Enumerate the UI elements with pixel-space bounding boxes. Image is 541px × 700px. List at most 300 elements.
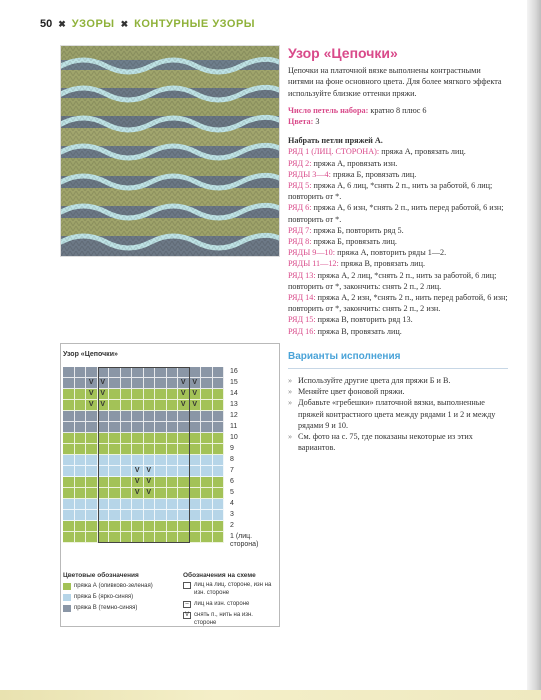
chart-cell [144, 510, 156, 521]
chart-cell [155, 389, 167, 400]
chart-cell [75, 466, 87, 477]
chart-cell [178, 367, 190, 378]
variants-list [288, 375, 508, 453]
chart-cell [144, 411, 156, 422]
chart-cell [167, 367, 179, 378]
empty-square-icon [183, 582, 191, 589]
chart-cell [98, 477, 110, 488]
knitted-swatch-image [61, 46, 279, 256]
symbol-legend-slip [183, 612, 273, 627]
chart-cell [109, 488, 121, 499]
row-number: 16 [230, 368, 238, 375]
chart-cell [155, 510, 167, 521]
chart-cell [98, 367, 110, 378]
row-number: 8 [230, 456, 234, 463]
chart-cell [63, 400, 75, 411]
chart-cell [86, 433, 98, 444]
chart-cell [121, 477, 133, 488]
chart-cell [178, 444, 190, 455]
variant-item: » См. фото на с. 75, где показаны некоторые из этих вариантов. [288, 431, 508, 453]
chart-cell [75, 477, 87, 488]
chart-cell [132, 389, 144, 400]
swatch-photo [60, 45, 280, 257]
chart-cell [190, 532, 202, 543]
chart-cell [86, 455, 98, 466]
pattern-intro: Цепочки на платочной вязке выполнены контрастными нитями на фоне основного цвета. Для более мягкого эффекта используйте близкие оттенки пряжи. [288, 66, 502, 98]
chart-cell [201, 389, 213, 400]
chart-cell [201, 411, 213, 422]
chart-cell [167, 455, 179, 466]
chart-cell [98, 444, 110, 455]
chart-cell [121, 444, 133, 455]
row-text: пряжа А, 2 изн, *снять 2 п., нить перед работой, 6 изн; повторить от *, закончить: снять 2 п., 2 изн. [288, 293, 508, 314]
chart-cell [75, 367, 87, 378]
chart-cell [109, 433, 121, 444]
chart-cell [201, 477, 213, 488]
chart-cell [132, 444, 144, 455]
chart-cell [75, 411, 87, 422]
row-label: РЯД 8: [288, 237, 312, 247]
chart-cell [63, 422, 75, 433]
slip-stitch-cell: V [86, 389, 98, 400]
separator-icon: ✖ [58, 18, 66, 29]
chart-cell [75, 532, 87, 543]
chart-cell [109, 389, 121, 400]
row-text: пряжа Б, повторить ряд 5. [311, 225, 404, 235]
chart-cell [178, 422, 190, 433]
chart-cell [190, 477, 202, 488]
chart-cell [155, 488, 167, 499]
row-instructions [288, 146, 508, 336]
row-text: пряжа А, провязать изн. [311, 158, 398, 168]
slip-stitch-cell: V [86, 400, 98, 411]
slip-stitch-cell: V [144, 466, 156, 477]
chart-cell [213, 367, 225, 378]
chart-cell [132, 411, 144, 422]
row-label: РЯДЫ 9—10: [288, 248, 336, 258]
chart-cell [109, 367, 121, 378]
row-label: РЯД 15: [288, 315, 316, 325]
subsection-title: КОНТУРНЫЕ УЗОРЫ [134, 18, 256, 30]
row-label: РЯДЫ 3—4: [288, 169, 331, 179]
chart-cell [132, 422, 144, 433]
row-number: 1 (лиц. сторона) [230, 533, 259, 548]
slip-stitch-cell: V [132, 488, 144, 499]
chart-cell [132, 521, 144, 532]
chart-cell [121, 411, 133, 422]
row-number: 10 [230, 434, 238, 441]
row-label: РЯДЫ 11—12: [288, 259, 339, 269]
chart-cell [63, 532, 75, 543]
color-legend-label: пряжа В (темно-синяя) [74, 605, 138, 611]
chart-cell [75, 444, 87, 455]
chart-cell [121, 378, 133, 389]
chart-cell [178, 510, 190, 521]
chart-cell [98, 488, 110, 499]
chart-cell [98, 532, 110, 543]
row-instruction [288, 270, 508, 292]
chart-cell [213, 510, 225, 521]
row-label: РЯД 2: [288, 158, 312, 168]
row-text: пряжа В, провязать лиц. [315, 326, 402, 336]
row-text: пряжа А, провязать лиц. [379, 147, 466, 157]
chart-cell [190, 499, 202, 510]
chart-cell [190, 510, 202, 521]
chart-cell [109, 400, 121, 411]
slip-stitch-cell: V [98, 378, 110, 389]
chart-cell [201, 510, 213, 521]
chart-title: Узор «Цепочки» [63, 351, 118, 358]
symbol-legend-label: лиц на изн. стороне [194, 601, 250, 607]
chart-cell [167, 499, 179, 510]
chart-cell [63, 411, 75, 422]
chart-cell [213, 433, 225, 444]
slip-stitch-cell: V [178, 389, 190, 400]
chart-cell [167, 466, 179, 477]
chart-cell [190, 521, 202, 532]
chart-cell [144, 455, 156, 466]
chart-cell [121, 466, 133, 477]
chart-cell [75, 455, 87, 466]
chart-cell [201, 455, 213, 466]
chart-cell [109, 532, 121, 543]
row-text: пряжа Б, провязать лиц. [311, 237, 397, 247]
color-swatch [63, 594, 71, 601]
chart-cell [75, 389, 87, 400]
chart-cell [86, 499, 98, 510]
chart-cell [63, 455, 75, 466]
row-number: 14 [230, 390, 238, 397]
colors-count-label: Цвета: [288, 117, 314, 127]
row-instruction [288, 326, 508, 337]
cast-on-instruction: Набрать петли пряжей А. [288, 136, 383, 146]
dash-square-icon: – [183, 601, 191, 608]
slip-stitch-cell: V [178, 400, 190, 411]
slip-stitch-cell: V [98, 389, 110, 400]
chart-cell [178, 433, 190, 444]
chart-cell [213, 389, 225, 400]
chart-cell [213, 422, 225, 433]
color-legend-a [63, 583, 173, 591]
chart-cell [121, 488, 133, 499]
chart-cell [63, 488, 75, 499]
chart-cell [121, 400, 133, 411]
slip-stitch-cell: V [98, 400, 110, 411]
chart-cell [109, 422, 121, 433]
chart-cell [86, 411, 98, 422]
row-number: 5 [230, 489, 234, 496]
chart-cell [109, 455, 121, 466]
colors-count-value: 3 [313, 117, 320, 127]
chart-cell [121, 422, 133, 433]
row-instruction [288, 180, 508, 202]
chart-cell [155, 455, 167, 466]
chart-cell [201, 499, 213, 510]
chart-cell [190, 444, 202, 455]
chart-cell [201, 488, 213, 499]
chart-cell [167, 378, 179, 389]
chart-cell [201, 433, 213, 444]
row-number: 13 [230, 401, 238, 408]
chart-cell [86, 444, 98, 455]
chart-cell [98, 499, 110, 510]
row-instruction [288, 236, 508, 247]
row-number: 12 [230, 412, 238, 419]
chart-cell [178, 488, 190, 499]
symbol-legend-label: лиц на лиц. стороне, изн на изн. стороне [194, 582, 272, 596]
chart-cell [132, 400, 144, 411]
chart-cell [213, 488, 225, 499]
stitch-count [288, 105, 508, 116]
chart-cell [201, 466, 213, 477]
chart-cell [155, 499, 167, 510]
chart-cell [121, 455, 133, 466]
chart-cell [98, 411, 110, 422]
chart-cell [155, 444, 167, 455]
page-number: 50 [40, 18, 53, 30]
chart-cell [178, 532, 190, 543]
chart-cell [201, 400, 213, 411]
row-instruction [288, 314, 508, 325]
chart-cell [86, 488, 98, 499]
row-text: пряжа А, 6 изн, *снять 2 п., нить перед работой, 6 изн; повторить от *. [288, 203, 504, 224]
row-instruction [288, 158, 508, 169]
row-label: РЯД 13: [288, 270, 316, 280]
chart-cell [213, 477, 225, 488]
chart-cell [213, 411, 225, 422]
chart-cell [201, 521, 213, 532]
row-text: пряжа А, 6 лиц, *снять 2 п., нить за работой, 6 лиц; повторить от *. [288, 181, 493, 202]
chart-cell [121, 433, 133, 444]
chart-cell [167, 521, 179, 532]
chart-cell [167, 400, 179, 411]
color-swatch [63, 583, 71, 590]
chart-cell [132, 433, 144, 444]
chart-cell [144, 389, 156, 400]
chart-cell [121, 367, 133, 378]
chart-cell [213, 499, 225, 510]
chart-cell [201, 367, 213, 378]
color-legend-c [63, 605, 173, 613]
variant-item: » Используйте другие цвета для пряжи Б и В. [288, 375, 508, 386]
stitch-count-label: Число петель набора: [288, 105, 369, 115]
chart-cell [86, 521, 98, 532]
row-instruction [288, 146, 508, 157]
chart-cell [155, 422, 167, 433]
chart-cell [132, 367, 144, 378]
chart-cell [201, 532, 213, 543]
chart-cell [109, 499, 121, 510]
chart-cell [155, 532, 167, 543]
symbol-legend-knit [183, 582, 273, 597]
chart-cell [75, 488, 87, 499]
color-legend-title: Цветовые обозначения [63, 572, 139, 579]
chart-cell [98, 433, 110, 444]
variants-title: Варианты исполнения [288, 350, 401, 362]
chart-cell [190, 411, 202, 422]
chart-cell [63, 466, 75, 477]
slip-stitch-cell: V [86, 378, 98, 389]
chart-cell [132, 510, 144, 521]
page-header [40, 18, 255, 30]
chart-cell [144, 532, 156, 543]
row-number: 2 [230, 522, 234, 529]
chart-cell [144, 367, 156, 378]
chart-cell [75, 422, 87, 433]
chart-cell [178, 466, 190, 477]
chart-cell [63, 499, 75, 510]
chart-cell [213, 532, 225, 543]
row-text: пряжа А, повторить ряды 1—2. [335, 248, 447, 258]
chart-cell [213, 444, 225, 455]
row-label: РЯД 7: [288, 225, 312, 235]
chart-cell [155, 466, 167, 477]
chart-cell [213, 378, 225, 389]
chart-cell [144, 444, 156, 455]
chart-cell [86, 477, 98, 488]
chart-cell [167, 488, 179, 499]
row-instruction [288, 169, 508, 180]
slip-stitch-cell: V [144, 488, 156, 499]
chart-cell [132, 378, 144, 389]
row-instruction [288, 292, 508, 314]
row-number: 4 [230, 500, 234, 507]
chart-cell [201, 378, 213, 389]
row-text: пряжа А, 2 лиц, *снять 2 п., нить за работой, 6 лиц; повторить от *, закончить: снять 2 п., 2 лиц. [288, 270, 497, 291]
row-number: 7 [230, 467, 234, 474]
chart-cell [132, 455, 144, 466]
chart-cell [213, 400, 225, 411]
chart-cell [121, 510, 133, 521]
symbol-legend-title: Обозначения на схеме [183, 572, 256, 579]
slip-stitch-cell: V [190, 389, 202, 400]
chart-cell [144, 378, 156, 389]
row-number: 15 [230, 379, 238, 386]
chart-cell [144, 422, 156, 433]
chart-cell [132, 532, 144, 543]
chart-cell [86, 532, 98, 543]
chart-cell [98, 521, 110, 532]
section-title: УЗОРЫ [71, 18, 115, 30]
chart-cell [109, 378, 121, 389]
chart-cell [213, 455, 225, 466]
slip-stitch-cell: V [132, 477, 144, 488]
chart-cell [63, 378, 75, 389]
chart-cell [190, 367, 202, 378]
color-legend-label: пряжа Б (ярко-синяя) [74, 594, 134, 600]
row-label: РЯД 5: [288, 181, 312, 191]
chart-cell [98, 455, 110, 466]
chart-cell [178, 521, 190, 532]
chart-cell [190, 433, 202, 444]
colors-count [288, 116, 508, 127]
chart-cell [109, 521, 121, 532]
chart-cell [178, 411, 190, 422]
row-text: пряжа В, провязать лиц. [338, 259, 425, 269]
chart-cell [98, 466, 110, 477]
row-text: пряжа Б, провязать лиц. [330, 169, 417, 179]
chart-cell [167, 444, 179, 455]
chart-cell [190, 455, 202, 466]
slip-stitch-cell: V [132, 466, 144, 477]
chart-cell [121, 521, 133, 532]
chart-cell [213, 521, 225, 532]
variant-item: » Добавьте «гребешки» платочной вязки, выполненные пряжей контрастного цвета между рядами 1 и 2 и между рядами 9 и 10. [288, 397, 508, 431]
row-number: 9 [230, 445, 234, 452]
variants-divider [288, 368, 508, 369]
pattern-title: Узор «Цепочки» [288, 45, 398, 61]
chart-cell [63, 477, 75, 488]
chart-cell [167, 389, 179, 400]
chart-cell [75, 521, 87, 532]
chart-cell [63, 444, 75, 455]
chart-cell [98, 510, 110, 521]
chart-cell [167, 411, 179, 422]
chart-cell [75, 499, 87, 510]
row-instruction [288, 258, 508, 269]
slip-stitch-cell: V [190, 400, 202, 411]
row-number: 3 [230, 511, 234, 518]
stitch-count-value: кратно 8 плюс 6 [368, 105, 427, 115]
chart-cell [86, 466, 98, 477]
pattern-description [288, 45, 508, 454]
chart-cell [167, 477, 179, 488]
chart-cell [144, 400, 156, 411]
chart-cell [63, 389, 75, 400]
chart-cell [167, 510, 179, 521]
chart-cell [98, 422, 110, 433]
row-instruction [288, 202, 508, 224]
chart-cell [190, 466, 202, 477]
chart-cell [167, 532, 179, 543]
chart-cell [109, 466, 121, 477]
symbol-legend-purl [183, 601, 273, 609]
chart-cell [155, 477, 167, 488]
chart-cell [190, 422, 202, 433]
chart-cell [178, 477, 190, 488]
color-legend-b [63, 594, 173, 602]
symbol-legend-label: снять п., нить на изн. стороне [194, 612, 253, 626]
row-label: РЯД 14: [288, 293, 316, 303]
chart-cell [121, 532, 133, 543]
chart-cell [86, 367, 98, 378]
chart-cell [109, 477, 121, 488]
chart-cell [167, 422, 179, 433]
row-instruction [288, 247, 508, 258]
variant-item: » Меняйте цвет фоновой пряжи. [288, 386, 508, 397]
chart-cell [121, 499, 133, 510]
chart-cell [155, 521, 167, 532]
chart-cell [86, 422, 98, 433]
chart-cell [155, 367, 167, 378]
chart-cell [144, 499, 156, 510]
color-swatch [63, 605, 71, 612]
chart-cell [144, 433, 156, 444]
chart-cell [178, 499, 190, 510]
chart-cell [86, 510, 98, 521]
row-label: РЯД 16: [288, 326, 316, 336]
chart-cell [178, 455, 190, 466]
chart-cell [109, 411, 121, 422]
chart-cell [144, 521, 156, 532]
row-label: РЯД 6: [288, 203, 312, 213]
page-edge [0, 690, 541, 700]
chart-cell [155, 378, 167, 389]
color-legend-label: пряжа А (оливково-зеленая) [74, 583, 153, 589]
chart-cell [75, 433, 87, 444]
chart-cell [155, 400, 167, 411]
chart-cell [155, 411, 167, 422]
